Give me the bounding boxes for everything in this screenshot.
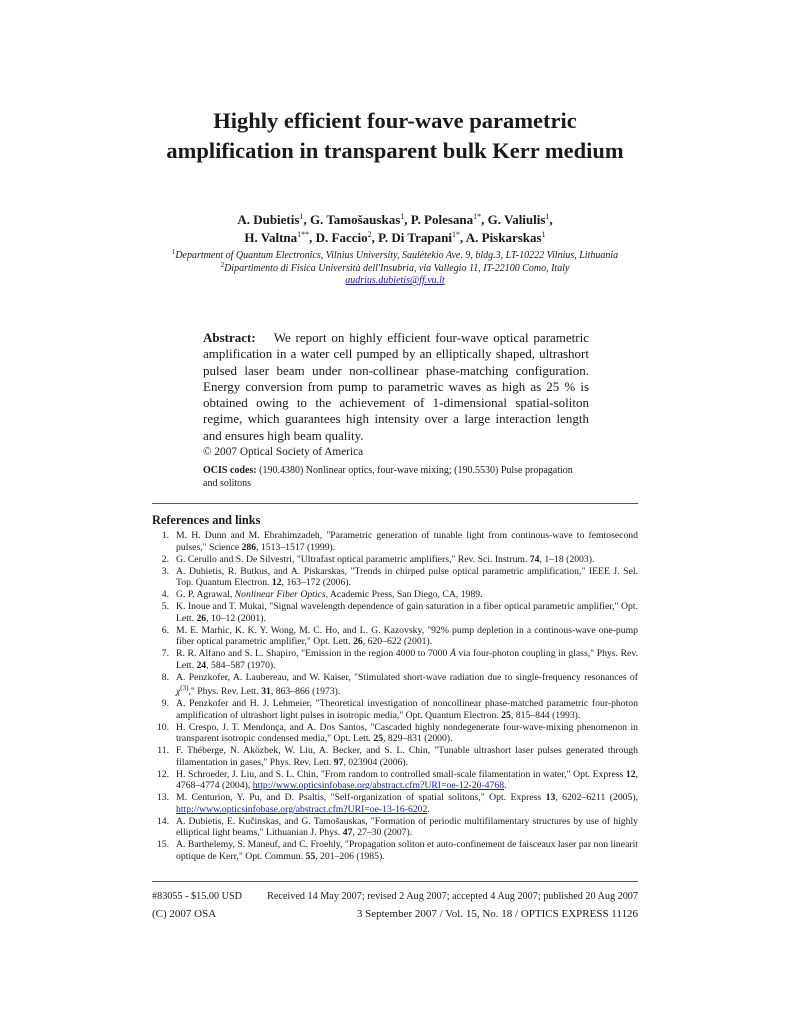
reference-text: R. R. Alfano and S. L. Shapiro, "Emission in the region 4000 to 7000 bbox=[176, 648, 450, 659]
reference-item bbox=[152, 566, 638, 589]
reference-italic: Å bbox=[449, 648, 456, 659]
reference-item bbox=[152, 530, 638, 553]
reference-item bbox=[152, 769, 638, 792]
reference-volume: 31 bbox=[261, 686, 271, 698]
reference-item bbox=[152, 745, 638, 768]
copyright-notice: © 2007 Optical Society of America bbox=[203, 446, 364, 458]
reference-number: 7. bbox=[161, 648, 169, 659]
author: P. Di Trapani$^{1*}$ bbox=[378, 230, 460, 245]
reference-text: . bbox=[504, 780, 507, 792]
reference-volume: 55 bbox=[305, 850, 316, 862]
reference-text: H. Crespo, J. T. Mendonça, and A. Dos Santos, "Cascaded highly nondegenerate four-wave-mixing phenomenon in transparent isotropic condensed media," Opt. Lett. bbox=[176, 721, 638, 745]
reference-item bbox=[152, 589, 638, 601]
reference-text: G. P. Agrawal, bbox=[176, 589, 235, 600]
author: G. Valiulis$^1$ bbox=[487, 212, 550, 227]
author: A. Dubietis$^1$ bbox=[237, 212, 304, 227]
reference-text: via four-photon coupling in glass," Phys. Rev. Lett. bbox=[176, 648, 638, 671]
reference-number: 1. bbox=[161, 530, 169, 541]
reference-number: 4. bbox=[161, 589, 169, 600]
ocis-label: OCIS codes: bbox=[203, 465, 257, 476]
reference-text: , 10–12 (2001). bbox=[206, 612, 266, 624]
reference-item bbox=[152, 722, 638, 745]
author-line-2: H. Valtna$^{1**}$, D. Faccio$^2$, P. Di Trapani$^{1*}$, A. Piskarskas$^1$ bbox=[244, 230, 546, 245]
reference-volume: 25 bbox=[501, 709, 511, 721]
reference-volume: 12 bbox=[271, 577, 282, 588]
reference-superscript: (3) bbox=[180, 684, 189, 692]
reference-number: 6. bbox=[161, 624, 169, 636]
reference-url-link[interactable]: http://www.opticsinfobase.org/abstract.cfm?URI=oe-12-20-4768 bbox=[252, 780, 505, 792]
reference-text: H. Schroeder, J. Liu, and S. L. Chin, "From random to controlled small-scale filamentation in water," Opt. Express bbox=[176, 768, 626, 780]
reference-volume: 26 bbox=[353, 636, 363, 647]
author-list bbox=[150, 211, 640, 247]
reference-text: , 815–844 (1993). bbox=[510, 709, 581, 721]
reference-item bbox=[152, 698, 638, 721]
affiliation-2: $^2$Dipartimento di Fisica Università dell'Insubria, via Vallegio 11, IT-22100 Como, Italy bbox=[220, 260, 570, 274]
reference-number: 14. bbox=[156, 815, 169, 827]
abstract bbox=[203, 330, 589, 444]
article-price: #83055 - $15.00 USD bbox=[152, 891, 242, 902]
author: H. Valtna$^{1**}$ bbox=[244, 230, 310, 245]
reference-volume: 12 bbox=[625, 768, 636, 780]
author: A. Piskarskas$^1$ bbox=[465, 230, 546, 245]
reference-volume: 97 bbox=[333, 756, 344, 768]
affiliations bbox=[150, 250, 640, 288]
reference-number: 5. bbox=[161, 601, 169, 612]
reference-text: , 6202–6211 (2005), bbox=[555, 792, 638, 804]
reference-item bbox=[152, 839, 638, 862]
reference-text: G. Cerullo and S. De Silvestri, "Ultrafast optical parametric amplifiers," Rev. Sci. Instrum. bbox=[176, 553, 530, 565]
reference-number: 11. bbox=[157, 745, 169, 757]
reference-text: , 4768–4774 (2004), bbox=[176, 768, 638, 792]
reference-italic: χ bbox=[176, 686, 181, 698]
abstract-label: Abstract: bbox=[203, 330, 256, 345]
reference-volume: 24 bbox=[196, 659, 207, 671]
reference-item bbox=[152, 625, 638, 648]
author-line-1: A. Dubietis$^1$, G. Tamošauskas$^1$, P. Polesana$^{1*}$, G. Valiulis$^1$, bbox=[237, 212, 553, 227]
reference-volume: 25 bbox=[373, 733, 384, 745]
paper-title: Highly efficient four-wave parametric amplification in transparent bulk Kerr medium bbox=[166, 108, 624, 163]
reference-text: , 1–18 (2003). bbox=[539, 553, 595, 565]
reference-number: 9. bbox=[161, 698, 169, 710]
reference-text: A. Penzkofer, A. Laubereau, and W. Kaiser, "Stimulated short-wave radiation due to single-frequency resonances of bbox=[176, 671, 638, 683]
ocis-text: (190.4380) Nonlinear optics, four-wave mixing; (190.5530) Pulse propagation and solitons bbox=[203, 465, 573, 489]
reference-text: , 1513–1517 (1999). bbox=[256, 541, 336, 553]
section-divider bbox=[152, 503, 638, 504]
reference-volume: 74 bbox=[529, 553, 540, 565]
abstract-text: We report on highly efficient four-wave optical parametric amplification in a water cell pumped by an elliptically shaped, ultrashort pulsed laser beam under non-collinear phase-matching configuration. Energy conversion from pump to parametric waves as high as 25 % is obtained owing to the achievement of 1-dimensional spatial-soliton regime, which guarantees high intensity over a large interaction length and ensures high beam quality. bbox=[203, 330, 589, 443]
reference-number: 15. bbox=[156, 839, 169, 851]
reference-number: 12. bbox=[156, 768, 169, 780]
author: P. Polesana$^{1*}$ bbox=[410, 212, 482, 227]
footer-divider bbox=[152, 881, 638, 882]
reference-text: , 584–587 (1970). bbox=[206, 659, 276, 671]
reference-number: 2. bbox=[161, 553, 169, 565]
reference-text: M. Centurion, Y. Pu, and D. Psaltis, "Self-organization of spatial solitons," Opt. Express bbox=[176, 792, 546, 804]
author: G. Tamošauskas$^1$ bbox=[309, 212, 405, 227]
received-dates: Received 14 May 2007; revised 2 Aug 2007; accepted 4 Aug 2007; published 20 Aug 2007 bbox=[267, 891, 638, 902]
reference-text: , 829–831 (2000). bbox=[383, 733, 453, 745]
reference-text: , 27–30 (2007). bbox=[352, 827, 413, 839]
reference-volume: 47 bbox=[342, 827, 353, 839]
reference-text: , 863–866 (1973). bbox=[270, 686, 341, 698]
reference-item bbox=[152, 792, 638, 815]
reference-italic: Nonlinear Fiber Optics bbox=[234, 589, 326, 600]
reference-item bbox=[152, 816, 638, 839]
author: D. Faccio$^2$ bbox=[315, 230, 372, 245]
affiliation-1: $^1$Department of Quantum Electronics, Vilnius University, Saulėtekio Ave. 9, bldg.3, LT-10222 Vilnius, Lithuania bbox=[171, 248, 619, 261]
reference-text: K. Inoue and T. Mukai, "Signal wavelength dependence of gain saturation in a fiber optical parametric amplifier," Opt. Lett. bbox=[176, 601, 638, 624]
reference-list bbox=[152, 530, 638, 863]
reference-item bbox=[152, 648, 638, 671]
reference-text: F. Théberge, N. Aközbek, W. Liu, A. Becker, and S. L. Chin, "Tunable ultrashort laser pulses generated through filamentation in gases," Phys. Rev. Lett. bbox=[176, 745, 638, 768]
reference-text: A. Dubietis, E. Kučinskas, and G. Tamošauskas, "Formation of periodic multifilamentary structures by use of highly elliptical light beams," Lithuanian J. Phys. bbox=[176, 815, 638, 839]
footer-copyright: (C) 2007 OSA bbox=[152, 908, 217, 920]
reference-volume: 13 bbox=[545, 792, 556, 804]
reference-text: M. E. Marhic, K. K. Y. Wong, M. C. Ho, and L. G. Kazovsky, "92% pump depletion in a continous-wave one-pump fiber optical parametric amplifier," Opt. Lett. bbox=[176, 624, 638, 647]
reference-text: M. H. Dunn and M. Ebrahimzadeh, "Parametric generation of tunable light from continous-wave to femtosecond pulses," Science bbox=[176, 530, 638, 553]
reference-text: , 023904 (2006). bbox=[343, 756, 409, 768]
reference-text: , Academic Press, San Diego, CA, 1989. bbox=[325, 589, 483, 600]
reference-url-link[interactable]: http://www.opticsinfobase.org/abstract.cfm?URI=oe-13-16-6202 bbox=[176, 803, 428, 815]
reference-number: 8. bbox=[161, 671, 169, 683]
ocis-codes bbox=[203, 465, 589, 490]
reference-item bbox=[152, 554, 638, 566]
reference-text: , 620–622 (2001). bbox=[362, 636, 433, 647]
reference-item bbox=[152, 672, 638, 698]
journal-citation: 3 September 2007 / Vol. 15, No. 18 / OPTICS EXPRESS 11126 bbox=[356, 908, 638, 920]
reference-number: 13. bbox=[156, 792, 169, 804]
author-email-link[interactable]: audrius.dubietis@ff.vu.lt bbox=[345, 275, 445, 286]
reference-text: ," Phys. Rev. Lett. bbox=[188, 686, 262, 698]
reference-item bbox=[152, 601, 638, 624]
reference-text: , 201–206 (1985). bbox=[315, 850, 385, 862]
reference-volume: 26 bbox=[196, 612, 207, 624]
reference-text: , 163–172 (2006). bbox=[281, 577, 352, 588]
reference-text: A. Barthelemy, S. Maneuf, and C. Froehly, "Propagation soliton et auto-confinement de faisceaux laser par non linearit optique de Kerr," Opt. Commun. bbox=[176, 839, 638, 862]
references-heading: References and links bbox=[152, 513, 261, 527]
reference-text: . bbox=[427, 803, 430, 815]
reference-volume: 286 bbox=[241, 541, 257, 553]
reference-text: A. Penzkofer and H. J. Lehmeier, "Theoretical investigation of noncollinear phase-matched parametric four-photon amplification of ultrashort light pulses in isotropic media," Opt. Quantum Electron. bbox=[176, 698, 638, 721]
reference-text: A. Dubietis, R. Butkus, and A. Piskarskas, "Trends in chirped pulse optical parametric amplification," IEEE J. Sel. Top. Quantum Electron. bbox=[176, 565, 638, 588]
reference-number: 3. bbox=[161, 565, 169, 577]
reference-number: 10. bbox=[156, 721, 169, 733]
